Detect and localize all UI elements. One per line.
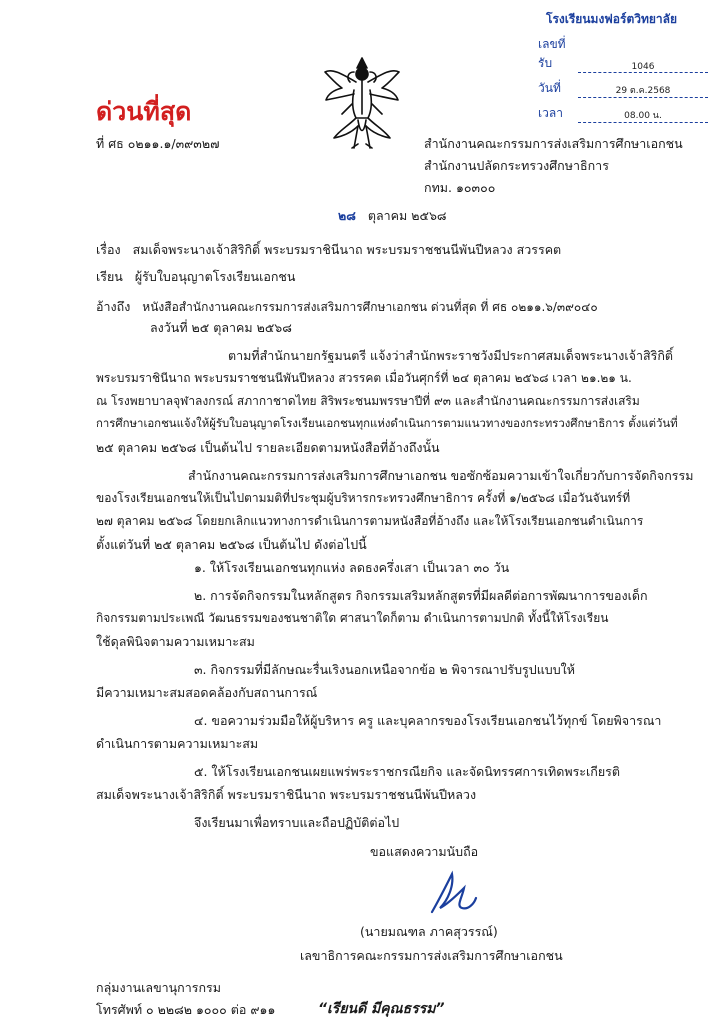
item-4-line-2: ดำเนินการตามความเหมาะสม (96, 736, 259, 751)
stamp-school-name: โรงเรียนมงฟอร์ตวิทยาลัย (546, 12, 678, 26)
recipient-text: ผู้รับใบอนุญาตโรงเรียนเอกชน (134, 269, 296, 284)
stamp-time: 08.00 น. (578, 108, 708, 123)
urgency-label: ด่วนที่สุด (96, 97, 192, 126)
para2-line-4: ตั้งแต่วันที่ ๒๕ ตุลาคม ๒๕๖๘ เป็นต้นไป ดังต่อไปนี้ (96, 537, 367, 552)
para1-line-1: ตามที่สำนักนายกรัฐมนตรี แจ้งว่าสำนักพระราชวังมีประกาศสมเด็จพระนางเจ้าสิริกิติ์ (228, 348, 674, 363)
reference-line-2: ลงวันที่ ๒๕ ตุลาคม ๒๕๖๘ (150, 320, 292, 335)
reference-label: อ้างถึง (96, 299, 131, 314)
handwritten-signature-icon (418, 868, 478, 920)
stamp-receive-no-label: เลขที่รับ (538, 37, 566, 70)
item-1: ๑. ให้โรงเรียนเอกชนทุกแห่ง ลดธงครึ่งเสา เป็นเวลา ๓๐ วัน (194, 560, 510, 575)
garuda-emblem-icon (322, 54, 402, 152)
reference-number: ที่ ศธ ๐๒๑๑.๑/๓๙๓๒๗ (96, 136, 220, 151)
date-day: ๒๘ (338, 208, 356, 223)
stamp-date: 29 ต.ค.2568 (578, 83, 708, 98)
signer-name: (นายมณฑล ภาคสุวรรณ์) (360, 924, 498, 939)
item-2-line-2: กิจกรรมตามประเพณี วัฒนธรรมของชนชาติใด ศาสนาใดก็ตาม ดำเนินการตามปกติ ทั้งนี้ให้โรงเรียน (96, 611, 609, 625)
para2-line-2: ของโรงเรียนเอกชนให้เป็นไปตามมติที่ประชุมผู้บริหารกระทรวงศึกษาธิการ ครั้งที่ ๑/๒๕๖๘ เมื่อวันจันทร์ที่ (96, 491, 631, 505)
closing-line: จึงเรียนมาเพื่อทราบและถือปฏิบัติต่อไป (194, 815, 400, 830)
agency-line-2: สำนักงานปลัดกระทรวงศึกษาธิการ (424, 158, 609, 173)
para1-line-4: การศึกษาเอกชนแจ้งให้ผู้รับใบอนุญาตโรงเรียนเอกชนทุกแห่งดำเนินการตามแนวทางของกระทรวงศึกษาธิการ ตั้งแต่วันที่ (96, 416, 678, 430)
item-4-line-1: ๔. ขอความร่วมมือให้ผู้บริหาร ครู และบุคลากรของโรงเรียนเอกชนไว้ทุกข์ โดยพิจารณา (194, 713, 662, 728)
item-5-line-1: ๕. ให้โรงเรียนเอกชนเผยแพร่พระราชกรณียกิจ และจัดนิทรรศการเทิดพระเกียรติ (194, 764, 621, 779)
signer-position: เลขาธิการคณะกรรมการส่งเสริมการศึกษาเอกชน (300, 948, 563, 963)
footer-division: กลุ่มงานเลขานุการกรม (96, 980, 221, 995)
para2-line-1: สำนักงานคณะกรรมการส่งเสริมการศึกษาเอกชน ขอซักซ้อมความเข้าใจเกี่ยวกับการจัดกิจกรรม (188, 468, 694, 483)
document-date (338, 206, 447, 226)
subject-label: เรื่อง (96, 242, 121, 257)
stamp-date-row (538, 79, 708, 98)
subject-text: สมเด็จพระนางเจ้าสิริกิติ์ พระบรมราชินีนาถ พระบรมราชชนนีพันปีหลวง สวรรคต (132, 242, 562, 257)
receive-stamp (538, 10, 708, 123)
para2-line-3: ๒๗ ตุลาคม ๒๕๖๘ โดยยกเลิกแนวทางการดำเนินการตามหนังสือที่อ้างถึง และให้โรงเรียนเอกชนดำเนินการ (96, 514, 644, 528)
stamp-time-label: เวลา (538, 106, 563, 120)
agency-line-1: สำนักงานคณะกรรมการส่งเสริมการศึกษาเอกชน (424, 136, 683, 151)
subject-line (96, 240, 561, 260)
stamp-receive-no-row (538, 35, 708, 73)
footer-phone: โทรศัพท์ ๐ ๒๒๘๒ ๑๐๐๐ ต่อ ๙๑๑ (96, 1002, 276, 1017)
stamp-date-label: วันที่ (538, 81, 561, 95)
stamp-time-row (538, 104, 708, 123)
reference-text-1: หนังสือสำนักงานคณะกรรมการส่งเสริมการศึกษาเอกชน ด่วนที่สุด ที่ ศธ ๐๒๑๑.๖/๓๙๐๔๐ (142, 300, 598, 314)
date-month-year: ตุลาคม ๒๕๖๘ (367, 208, 447, 223)
para1-line-2: พระบรมราชินีนาถ พระบรมราชชนนีพันปีหลวง สวรรคต เมื่อวันศุกร์ที่ ๒๔ ตุลาคม ๒๕๖๘ เวลา ๒๑.๒๑ น. (96, 371, 632, 385)
item-5-line-2: สมเด็จพระนางเจ้าสิริกิติ์ พระบรมราชินีนาถ พระบรมราชชนนีพันปีหลวง (96, 787, 477, 802)
footer-slogan: “เรียนดี มีคุณธรรม” (318, 1001, 445, 1017)
item-2-line-3: ใช้ดุลพินิจตามความเหมาะสม (96, 634, 255, 649)
stamp-receive-no: 1046 (578, 62, 708, 73)
item-3-line-2: มีความเหมาะสมสอดคล้องกับสถานการณ์ (96, 685, 318, 700)
para1-line-5: ๒๕ ตุลาคม ๒๕๖๘ เป็นต้นไป รายละเอียดตามหนังสือที่อ้างถึงนั้น (96, 440, 440, 455)
item-2-line-1: ๒. การจัดกิจกรรมในหลักสูตร กิจกรรมเสริมหลักสูตรที่มีผลดีต่อการพัฒนาการของเด็ก (194, 588, 648, 603)
salutation: ขอแสดงความนับถือ (370, 844, 479, 859)
agency-line-3: กทม. ๑๐๓๐๐ (424, 180, 496, 195)
recipient-line (96, 267, 295, 287)
recipient-label: เรียน (96, 269, 123, 284)
para1-line-3: ณ โรงพยาบาลจุฬาลงกรณ์ สภากาชาดไทย สิริพระชนมพรรษาปีที่ ๙๓ และสำนักงานคณะกรรมการส่งเสริม (96, 394, 640, 408)
item-3-line-1: ๓. กิจกรรมที่มีลักษณะรื่นเริงนอกเหนือจากข้อ ๒ พิจารณาปรับรูปแบบให้ (194, 662, 575, 677)
reference-line-1 (96, 297, 598, 317)
